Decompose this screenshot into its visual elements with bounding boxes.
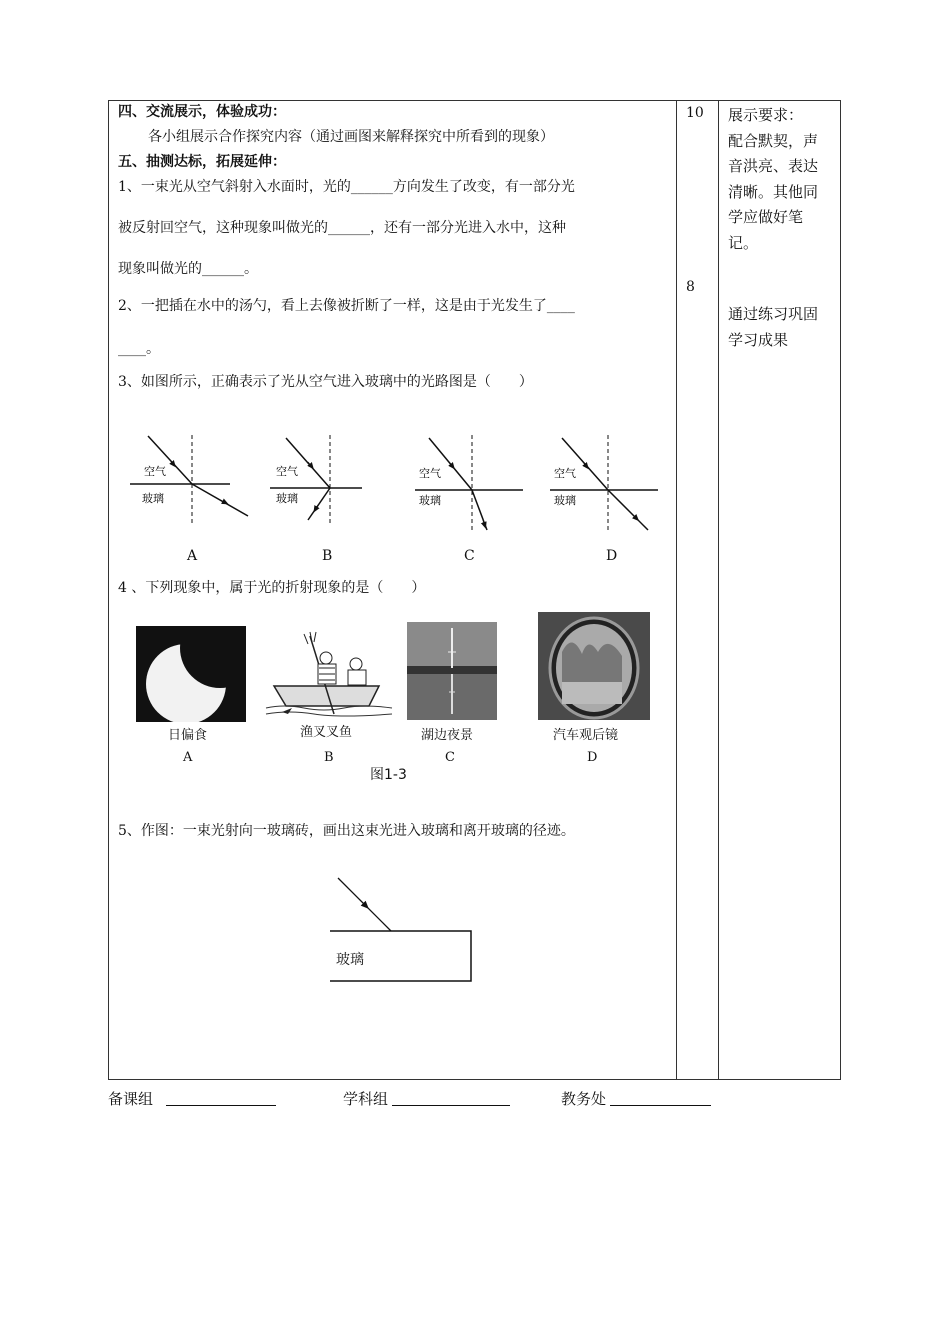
q4-question: 4 、下列现象中，属于光的折射现象的是（ ）: [118, 580, 426, 596]
option-d: D: [606, 548, 618, 564]
option-c: C: [464, 548, 475, 564]
footer-subject-label: 学科组: [343, 1090, 389, 1108]
glass-block-label: 玻璃: [336, 952, 364, 968]
q3-diagrams: [130, 430, 670, 540]
image-car-mirror: [538, 612, 650, 720]
footer-group-label: 备课组: [108, 1090, 154, 1108]
q1-line1: 1、一束光从空气斜射入水面时，光的______方向发生了改变，有一部分光: [118, 179, 575, 195]
letter-d: D: [587, 750, 598, 765]
glass-label: 玻璃: [276, 492, 298, 505]
diagram-b: [270, 435, 362, 525]
caption-c: 湖边夜景: [421, 728, 474, 743]
time-10: 10: [686, 105, 704, 121]
figure-label: 图1-3: [370, 767, 407, 783]
q2-line2: ____。: [118, 341, 160, 357]
footer-office-line: [610, 1105, 711, 1106]
note-line: 通过练习巩固: [728, 305, 819, 323]
image-solar-eclipse: [136, 626, 246, 722]
letter-a: A: [183, 750, 193, 765]
note-line: 清晰。其他同: [728, 182, 819, 201]
air-label: 空气: [276, 465, 298, 478]
q5-question: 5、作图：一束光射向一玻璃砖，画出这束光进入玻璃和离开玻璃的径迹。: [118, 823, 575, 839]
note-line: 配合默契，声: [728, 131, 819, 150]
footer-group-line: [166, 1105, 276, 1106]
note-line: 记。: [728, 233, 759, 252]
option-a: A: [187, 548, 198, 564]
glass-label: 玻璃: [419, 494, 441, 507]
column-divider: [676, 100, 677, 1080]
time-8: 8: [686, 279, 695, 295]
caption-d: 汽车观后镜: [553, 728, 619, 743]
caption-a: 日偏食: [168, 728, 208, 743]
glass-label: 玻璃: [142, 492, 164, 505]
image-lake-night: [407, 622, 497, 720]
note-line: 学习成果: [728, 330, 789, 349]
air-label: 空气: [554, 467, 576, 480]
letter-c: C: [445, 750, 455, 765]
section4-content: 各小组展示合作探究内容（通过画图来解释探究中所看到的现象）: [148, 129, 554, 145]
diagram-a: [130, 435, 248, 525]
footer-subject-line: [392, 1105, 510, 1106]
section4-heading: 四、交流展示，体验成功：: [118, 104, 286, 120]
caption-b: 渔叉叉鱼: [300, 725, 353, 740]
note-line: 学应做好笔: [728, 208, 804, 226]
note-line: 音洪亮、表达: [728, 157, 819, 175]
air-label: 空气: [144, 465, 166, 478]
section5-heading: 五、抽测达标，拓展延伸：: [118, 154, 286, 170]
q1-line2: 被反射回空气，这种现象叫做光的______，还有一部分光进入水中，这种: [118, 220, 566, 236]
air-label: 空气: [419, 467, 441, 480]
glass-label: 玻璃: [554, 494, 576, 507]
q1-line3: 现象叫做光的______。: [118, 261, 258, 277]
image-fishing-spear: [264, 628, 394, 718]
q3-question: 3、如图所示，正确表示了光从空气进入玻璃中的光路图是（ ）: [118, 374, 533, 390]
option-b: B: [322, 548, 333, 564]
diagram-c: [415, 435, 523, 530]
diagram-d: [550, 435, 658, 530]
q2-line1: 2、一把插在水中的汤勺，看上去像被折断了一样，这是由于光发生了____: [118, 298, 575, 314]
practice-note: [728, 302, 834, 353]
display-requirements-note: [728, 103, 834, 256]
letter-b: B: [324, 750, 334, 765]
note-line: 展示要求：: [728, 106, 804, 124]
footer-office-label: 教务处: [561, 1090, 607, 1108]
column-divider: [718, 100, 719, 1080]
